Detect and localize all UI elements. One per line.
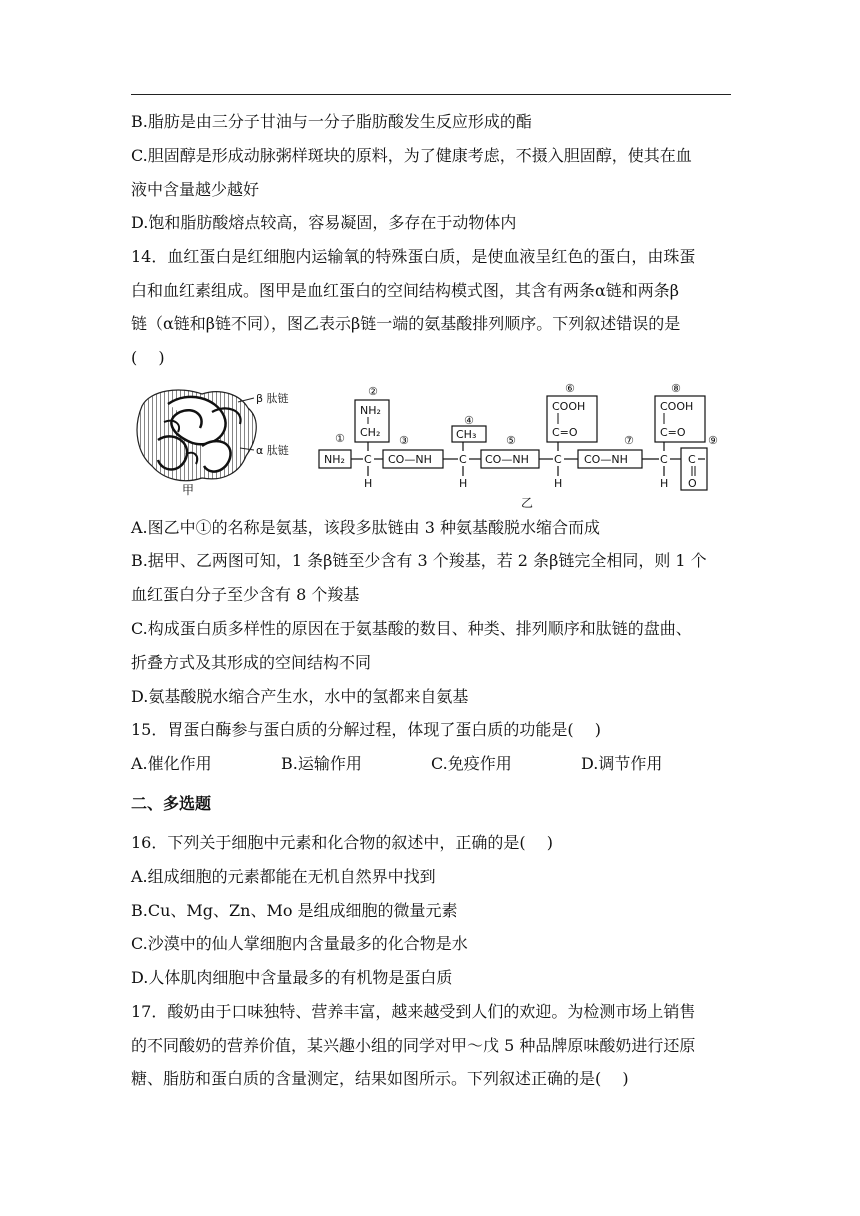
hemoglobin-structure-drawing <box>137 390 256 481</box>
label-3: ③ <box>399 434 409 447</box>
q15-option-b: B.运输作用 <box>281 754 362 773</box>
r-group-6-top: COOH <box>552 400 586 413</box>
q16-option-d: D.人体肌肉细胞中含量最多的有机物是蛋白质 <box>131 968 453 987</box>
q17-stem-line1: 17．酸奶由于口味独特、营养丰富，越来越受到人们的欢迎。为检测市场上销售 <box>131 1002 696 1021</box>
q15-stem: 15．胃蛋白酶参与蛋白质的分解过程，体现了蛋白质的功能是( ) <box>131 720 601 739</box>
r-group-6-bottom: C=O <box>552 426 578 439</box>
carbonyl-oxygen: O <box>688 477 697 490</box>
carbonyl-carbon: C <box>688 453 696 466</box>
label-8: ⑧ <box>671 382 681 395</box>
q14-option-c-line2: 折叠方式及其形成的空间结构不同 <box>131 653 372 672</box>
alpha-carbon-2: C <box>459 453 467 466</box>
alpha-chain-label: α 肽链 <box>256 444 289 457</box>
q14-option-b-line1: B.据甲、乙两图可知，1 条β链至少含有 3 个羧基，若 2 条β链完全相同，则 1 个 <box>131 551 707 570</box>
r-group-4: CH₃ <box>456 428 477 441</box>
q14-stem-line2: 白和血红素组成。图甲是血红蛋白的空间结构模式图，其含有两条α链和两条β <box>131 281 680 300</box>
n-terminus-text: NH₂ <box>324 453 345 466</box>
hydrogen-4: H <box>660 477 669 490</box>
peptide-bond-3: CO—NH <box>388 453 432 466</box>
figure-yi-peptide-chain <box>315 380 730 512</box>
label-6: ⑥ <box>565 382 575 395</box>
q14-stem-line4: ( ) <box>131 348 165 367</box>
q15-option-d: D.调节作用 <box>581 754 663 773</box>
peptide-bond-5: CO—NH <box>485 453 529 466</box>
q16-stem: 16．下列关于细胞中元素和化合物的叙述中，正确的是( ) <box>131 833 553 852</box>
alpha-carbon-4: C <box>660 453 668 466</box>
figure-jia-caption: 甲 <box>182 483 195 497</box>
peptide-bond-7: CO—NH <box>584 453 628 466</box>
section-heading-multiple-choice: 二、多选题 <box>131 794 212 813</box>
q13-option-d: D.饱和脂肪酸熔点较高，容易凝固，多存在于动物体内 <box>131 213 517 232</box>
r-group-8-top: COOH <box>660 400 694 413</box>
figure-yi-caption: 乙 <box>521 496 534 510</box>
label-2: ② <box>368 385 378 398</box>
label-7: ⑦ <box>624 434 634 447</box>
q16-option-c: C.沙漠中的仙人掌细胞内含量最多的化合物是水 <box>131 934 468 953</box>
label-9: ⑨ <box>708 434 718 447</box>
label-4: ④ <box>464 414 474 427</box>
r-group-2-top: NH₂ <box>360 404 381 417</box>
q14-option-d: D.氨基酸脱水缩合产生水，水中的氢都来自氨基 <box>131 687 469 706</box>
beta-chain-label: β 肽链 <box>256 392 289 405</box>
alpha-carbon-1: C <box>364 453 372 466</box>
q16-option-b: B.Cu、Mg、Zn、Mo 是组成细胞的微量元素 <box>131 901 458 920</box>
q13-option-b: B.脂肪是由三分子甘油与一分子脂肪酸发生反应形成的酯 <box>131 112 532 131</box>
q14-stem-line3: 链（α链和β链不同），图乙表示β链一端的氨基酸排列顺序。下列叙述错误的是 <box>131 314 681 333</box>
figure-jia-hemoglobin <box>128 384 328 502</box>
q14-option-a: A.图乙中①的名称是氨基，该段多肽链由 3 种氨基酸脱水缩合而成 <box>131 518 600 537</box>
r-group-2-bottom: CH₂ <box>360 426 381 439</box>
r-group-8-bottom: C=O <box>660 426 686 439</box>
q17-stem-line3: 糖、脂肪和蛋白质的含量测定，结果如图所示。下列叙述正确的是( ) <box>131 1069 629 1088</box>
q13-option-c-line2: 液中含量越少越好 <box>131 180 260 199</box>
q15-option-a: A.催化作用 <box>131 754 212 773</box>
q16-option-a: A.组成细胞的元素都能在无机自然界中找到 <box>131 867 436 886</box>
hydrogen-2: H <box>459 477 468 490</box>
q13-option-c-line1: C.胆固醇是形成动脉粥样斑块的原料，为了健康考虑，不摄入胆固醇，使其在血 <box>131 146 692 165</box>
q14-option-b-line2: 血红蛋白分子至少含有 8 个羧基 <box>131 585 360 604</box>
header-rule <box>131 94 731 95</box>
label-1: ① <box>335 432 345 445</box>
hydrogen-1: H <box>364 477 373 490</box>
q17-stem-line2: 的不同酸奶的营养价值，某兴趣小组的同学对甲～戊 5 种品牌原味酸奶进行还原 <box>131 1036 696 1055</box>
q15-option-c: C.免疫作用 <box>431 754 512 773</box>
alpha-carbon-3: C <box>554 453 562 466</box>
q14-stem-line1: 14．血红蛋白是红细胞内运输氧的特殊蛋白质，是使血液呈红色的蛋白，由珠蛋 <box>131 247 696 266</box>
q14-option-c-line1: C.构成蛋白质多样性的原因在于氨基酸的数目、种类、排列顺序和肽链的盘曲、 <box>131 619 692 638</box>
hydrogen-3: H <box>554 477 563 490</box>
label-5: ⑤ <box>506 434 516 447</box>
